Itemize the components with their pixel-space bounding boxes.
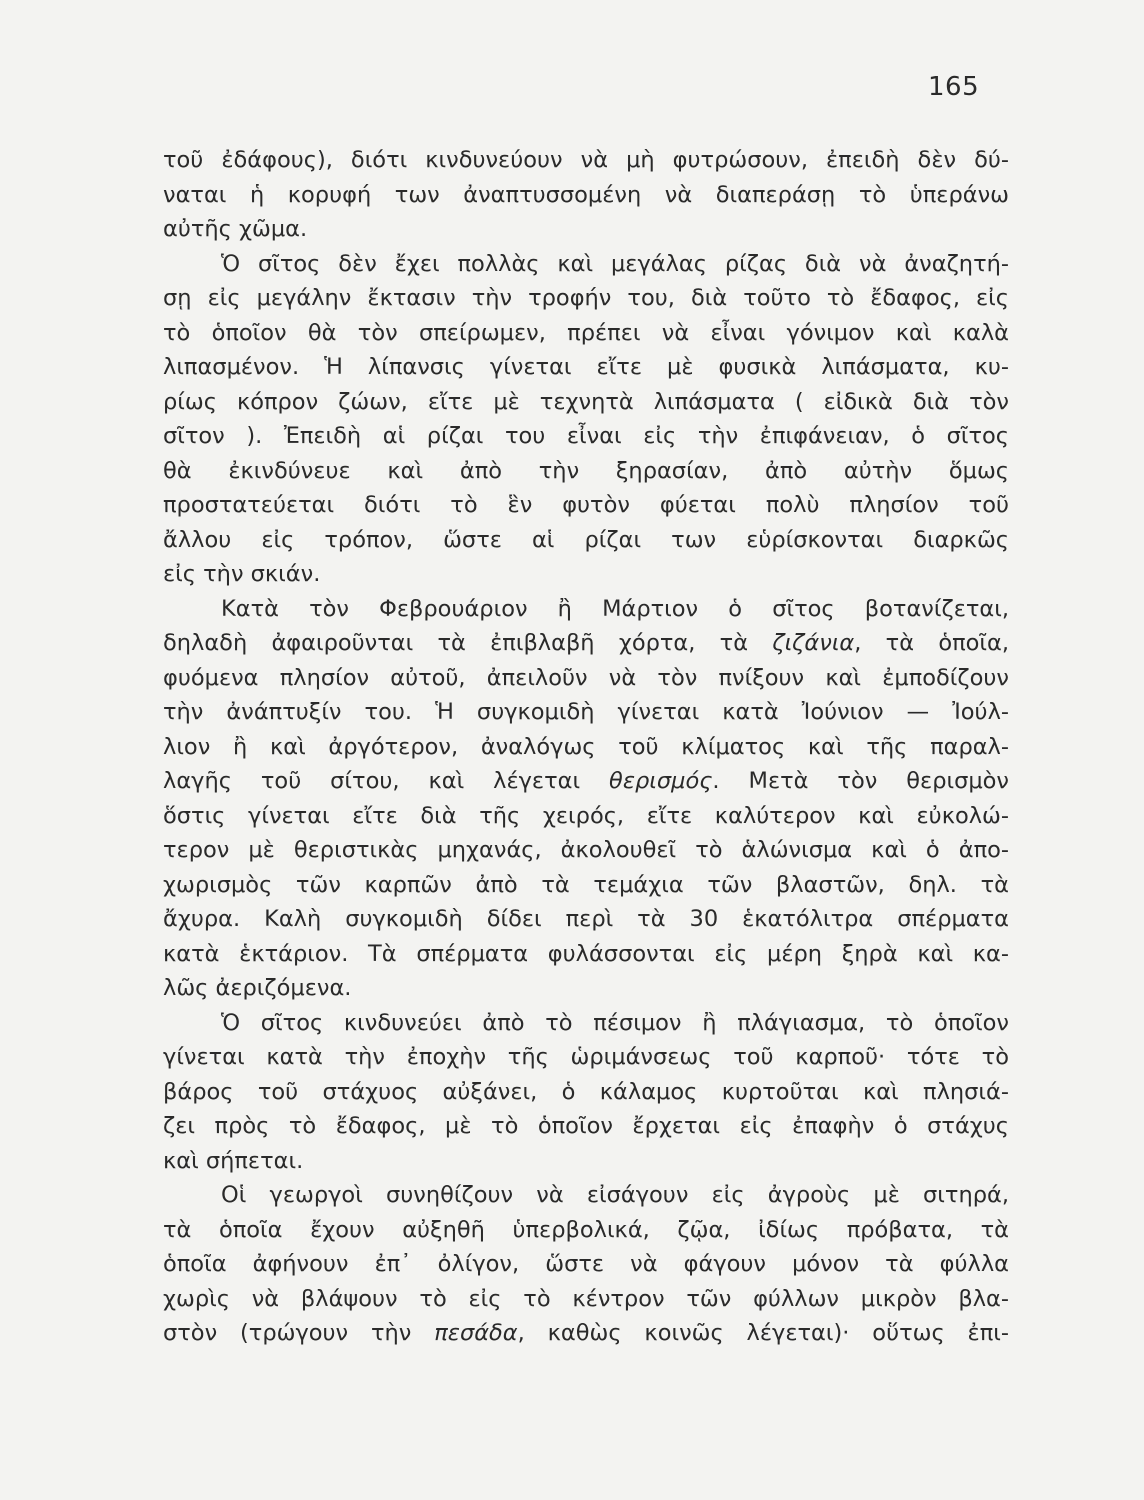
text-line: ναται ἡ κορυφή των ἀναπτυσσομένη νὰ διαπεράσῃ τὸ ὑπεράνω [163,181,1009,208]
text-line: εἰς τὴν σκιάν. [163,561,321,587]
text-line: προστατεύεται διότι τὸ ἓν φυτὸν φύεται πολὺ πλησίον τοῦ [163,492,1009,518]
text-line: λιον ἢ καὶ ἀργότερον, ἀναλόγως τοῦ κλίματος καὶ τῆς παραλ- [163,733,1009,760]
text-line: κατὰ ἑκτάριον. Τὰ σπέρματα φυλάσσονται εἰς μέρη ξηρὰ καὶ κα- [163,940,1009,967]
text-line: ρίως κόπρον ζώων, εἴτε μὲ τεχνητὰ λιπάσματα ( εἰδικὰ διὰ τὸν [163,388,1009,415]
text-line: χωρὶς νὰ βλάψουν τὸ εἰς τὸ κέντρον τῶν φύλλων μικρὸν βλα- [163,1285,1009,1312]
text-line: στὸν (τρώγουν τὴν πεσάδα, καθὼς κοινῶς λέγεται)· οὕτως ἐπι- [163,1320,1009,1346]
text-line: ἄλλου εἰς τρόπον, ὥστε αἱ ρίζαι των εὑρίσκονται διαρκῶς [163,526,1009,553]
text-line: σῃ εἰς μεγάλην ἔκτασιν τὴν τροφήν του, διὰ τοῦτο τὸ ἔδαφος, εἰς [163,285,1009,311]
text-line: λαγῆς τοῦ σίτου, καὶ λέγεται θερισμός. Μετὰ τὸν θερισμὸν [163,768,1009,794]
text-line: λῶς ἀεριζόμενα. [163,975,352,1001]
text-line: χωρισμὸς τῶν καρπῶν ἀπὸ τὰ τεμάχια τῶν βλαστῶν, δηλ. τὰ [163,871,1009,898]
text-line: σῖτον ). Ἐπειδὴ αἱ ρίζαι του εἶναι εἰς τὴν ἐπιφάνειαν, ὁ σῖτος [163,423,1009,449]
text-line: ζει πρὸς τὸ ἔδαφος, μὲ τὸ ὁποῖον ἔρχεται εἰς ἐπαφὴν ὁ στάχυς [163,1113,1009,1139]
text-line: Οἱ γεωργοὶ συνηθίζουν νὰ εἰσάγουν εἰς ἀγροὺς μὲ σιτηρά, [221,1182,1009,1208]
page-number: 165 [928,72,980,102]
text-line: λιπασμένον. Ἡ λίπανσις γίνεται εἴτε μὲ φυσικὰ λιπάσματα, κυ- [163,354,1009,380]
text-line: ἄχυρα. Καλὴ συγκομιδὴ δίδει περὶ τὰ 30 ἑκατόλιτρα σπέρματα [163,906,1009,932]
text-line: ὁποῖα ἀφήνουν ἐπ᾽ ὀλίγον, ὥστε νὰ φάγουν μόνον τὰ φύλλα [163,1251,1009,1277]
text-line: Κατὰ τὸν Φεβρουάριον ἢ Μάρτιον ὁ σῖτος βοτανίζεται, [221,595,1009,622]
text-line: τοῦ ἐδάφους), διότι κινδυνεύουν νὰ μὴ φυτρώσουν, ἐπειδὴ δὲν δύ- [163,147,1009,173]
text-line: τὴν ἀνάπτυξίν του. Ἡ συγκομιδὴ γίνεται κατὰ Ἰούνιον — Ἰούλ- [163,699,1009,725]
text-line: δηλαδὴ ἀφαιροῦνται τὰ ἐπιβλαβῆ χόρτα, τὰ ζιζάνια, τὰ ὁποῖα, [163,630,1009,656]
text-line: Ὁ σῖτος δὲν ἔχει πολλὰς καὶ μεγάλας ρίζας διὰ νὰ ἀναζητή- [221,250,1009,277]
text-line: τὸ ὁποῖον θὰ τὸν σπείρωμεν, πρέπει νὰ εἶναι γόνιμον καὶ καλὰ [163,319,1009,346]
text-line: καὶ σήπεται. [163,1147,304,1174]
text-line: βάρος τοῦ στάχυος αὐξάνει, ὁ κάλαμος κυρτοῦται καὶ πλησιά- [163,1078,1009,1105]
text-line: τὰ ὁποῖα ἔχουν αὐξηθῆ ὑπερβολικά, ζῷα, ἰδίως πρόβατα, τὰ [163,1216,1009,1243]
text-line: ὅστις γίνεται εἴτε διὰ τῆς χειρός, εἴτε καλύτερον καὶ εὐκολώ- [163,802,1009,829]
text-line: φυόμενα πλησίον αὐτοῦ, ἀπειλοῦν νὰ τὸν πνίξουν καὶ ἐμποδίζουν [163,664,1009,691]
body-text [163,143,1009,1351]
text-line: Ὁ σῖτος κινδυνεύει ἀπὸ τὸ πέσιμον ἢ πλάγιασμα, τὸ ὁποῖον [221,1009,1009,1036]
text-line: θὰ ἐκινδύνευε καὶ ἀπὸ τὴν ξηρασίαν, ἀπὸ αὐτὴν ὅμως [163,457,1009,484]
text-line: αὐτῆς χῶμα. [163,216,308,242]
text-line: γίνεται κατὰ τὴν ἐποχὴν τῆς ὡριμάνσεως τοῦ καρποῦ· τότε τὸ [163,1044,1009,1070]
text-line: τερον μὲ θεριστικὰς μηχανάς, ἀκολουθεῖ τὸ ἁλώνισμα καὶ ὁ ἀπο- [163,837,1009,863]
